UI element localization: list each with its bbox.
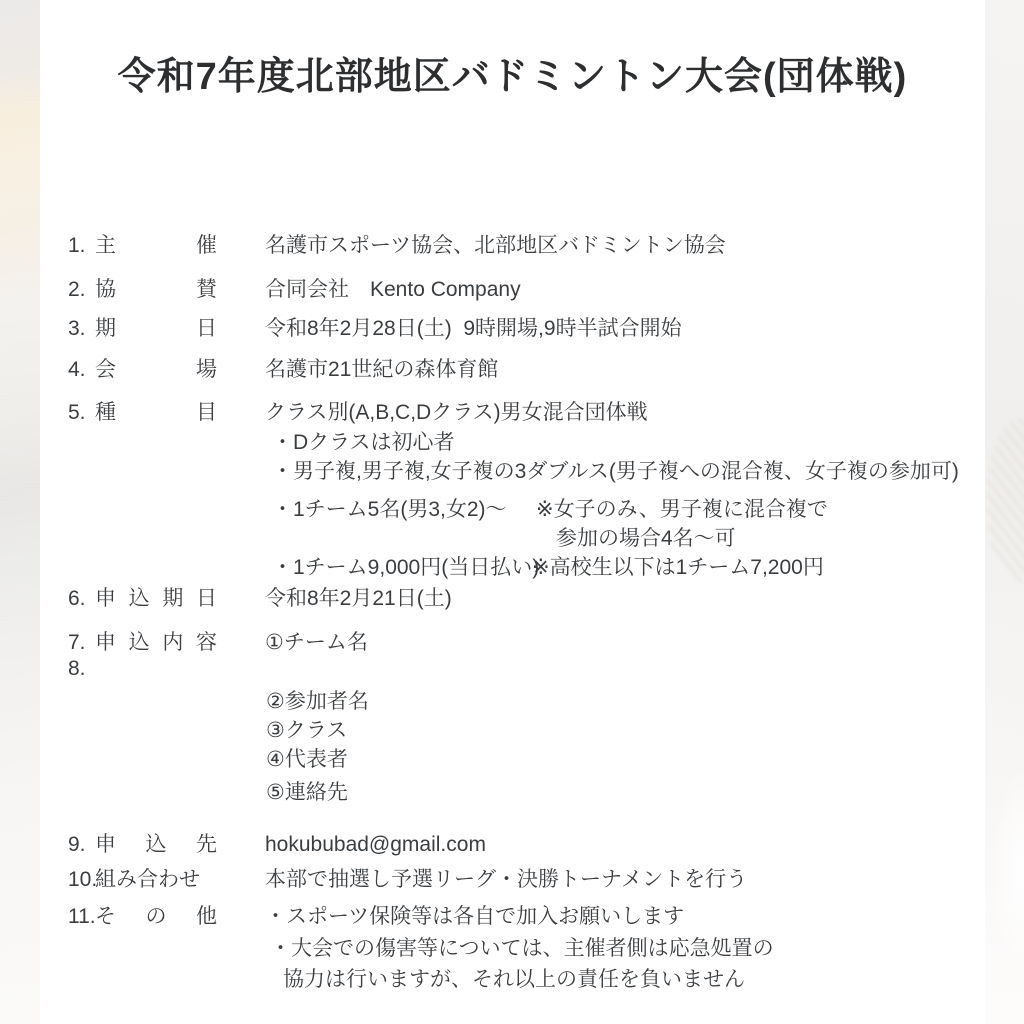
item-number: 2. <box>68 278 86 301</box>
item-value: クラス別(A,B,C,Dクラス)男女混合団体戦 <box>265 401 648 424</box>
item-number: 7. <box>68 631 86 654</box>
item-number: 11. <box>68 905 96 928</box>
item-value: 名護市スポーツ協会、北部地区バドミントン協会 <box>265 234 726 257</box>
item-value: 名護市21世紀の森体育館 <box>265 358 499 381</box>
entry-item: ②参加者名 <box>266 690 369 713</box>
list-item-4 <box>0 356 1024 383</box>
item-number: 4. <box>68 358 86 381</box>
item-number: 8. <box>68 657 86 680</box>
item-label: そ の 他 <box>95 905 217 928</box>
item-number: 10. <box>68 868 98 891</box>
item-value: ①チーム名 <box>265 631 368 654</box>
item-11-line: ・大会での傷害等については、主催者側は応急処置の <box>270 937 774 960</box>
item-label: 申 込 期 日 <box>95 587 217 610</box>
list-item-10 <box>0 866 1024 893</box>
note-text: ※高校生以下は1チーム7,200円 <box>532 556 824 579</box>
list-item-1 <box>0 232 1024 259</box>
list-item-2 <box>0 276 1024 303</box>
item-label: 主 催 <box>95 234 217 257</box>
note-text: 参加の場合4名～可 <box>556 527 736 550</box>
item-number: 9. <box>68 833 86 856</box>
item-5-subitem: ・1チーム9,000円(当日払い) <box>272 556 540 579</box>
entry-item: ⑤連絡先 <box>266 781 348 804</box>
item-label: 種 目 <box>95 401 217 424</box>
item-value: ・スポーツ保険等は各自で加入お願いします <box>265 905 685 928</box>
item-5-subitem: ・1チーム5名(男3,女2)～ <box>272 498 507 521</box>
item-number: 3. <box>68 317 86 340</box>
item-number: 5. <box>68 401 86 424</box>
item-value: 令和8年2月28日(土) 9時開場,9時半試合開始 <box>265 317 682 340</box>
list-item-7 <box>0 629 1024 656</box>
item-value: 合同会社 Kento Company <box>265 278 521 301</box>
item-label: 会 場 <box>95 358 217 381</box>
item-label: 期 日 <box>95 317 217 340</box>
list-item-11 <box>0 903 1024 930</box>
item-value: 本部で抽選し予選リーグ・決勝トーナメントを行う <box>265 868 748 891</box>
entry-item: ③クラス <box>266 719 348 742</box>
item-label: 協 賛 <box>95 278 217 301</box>
item-5-subitem: ・Dクラスは初心者 <box>272 431 455 454</box>
note-text: ※女子のみ、男子複に混合複で <box>536 498 828 521</box>
item-label: 組み合わせ <box>95 868 200 891</box>
list-item-8 <box>0 655 1024 682</box>
item-value: hokububad@gmail.com <box>265 833 486 856</box>
item-label: 申 込 内 容 <box>95 631 217 654</box>
page-title: 令和7年度北部地区バドミントン大会(団体戦) <box>117 56 908 98</box>
list-item-9 <box>0 831 1024 858</box>
item-5-subitem: ・男子複,男子複,女子複の3ダブルス(男子複への混合複、女子複の参加可) <box>272 460 959 483</box>
list-item-3 <box>0 315 1024 342</box>
list-item-5 <box>0 399 1024 426</box>
item-number: 6. <box>68 587 86 610</box>
item-11-line: 協力は行いますが、それ以上の責任を負いません <box>283 968 745 991</box>
list-item-6 <box>0 585 1024 612</box>
entry-item: ④代表者 <box>266 748 348 771</box>
item-value: 令和8年2月21日(土) <box>265 587 452 610</box>
item-number: 1. <box>68 234 86 257</box>
item-label: 申 込 先 <box>95 833 217 856</box>
